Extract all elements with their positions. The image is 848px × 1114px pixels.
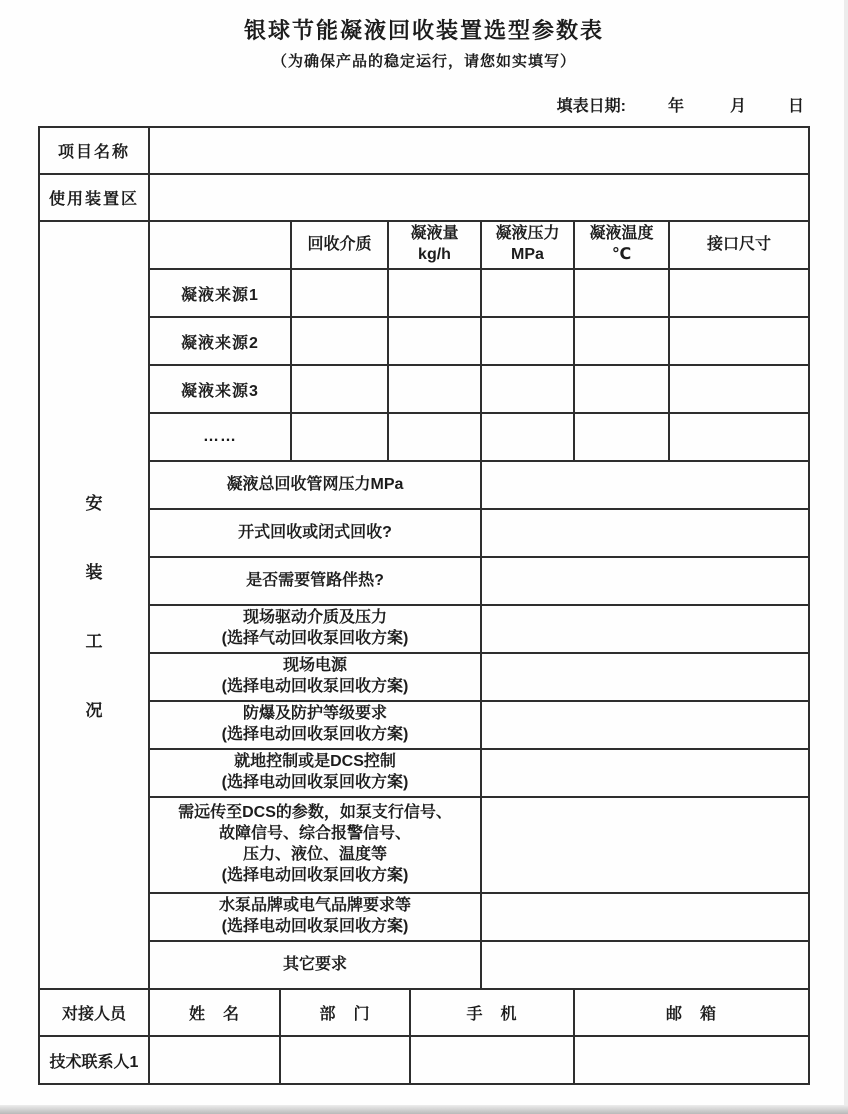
install-conditions-vertical-text: 安 装 工 况 — [85, 494, 103, 720]
answer-cell[interactable] — [481, 509, 809, 557]
input-cell[interactable] — [574, 365, 669, 413]
question-row-dcs-parameters — [39, 797, 809, 893]
question-label: 其它要求 — [149, 941, 481, 989]
input-cell[interactable] — [481, 317, 574, 365]
col-header-temperature: 凝液温度 ℃ — [574, 221, 669, 269]
source-row-label: 凝液来源2 — [149, 317, 291, 365]
input-cell[interactable] — [669, 365, 809, 413]
device-area-label: 使用装置区 — [39, 174, 149, 221]
question-label: 需远传至DCS的参数，如泵支行信号、 故障信号、综合报警信号、 压力、液位、温度等 (选择电动回收泵回收方案) — [149, 797, 481, 893]
project-name-value-cell[interactable] — [149, 127, 809, 174]
question-row-pipe-tracing — [39, 557, 809, 605]
contact-section-label: 对接人员 — [39, 989, 149, 1036]
answer-cell[interactable] — [481, 797, 809, 893]
input-cell[interactable] — [574, 269, 669, 317]
input-cell[interactable] — [291, 269, 388, 317]
source-header-spacer-cell — [149, 221, 291, 269]
source-row-label: 凝液来源3 — [149, 365, 291, 413]
input-cell[interactable] — [388, 365, 481, 413]
question-label: 现场驱动介质及压力 (选择气动回收泵回收方案) — [149, 605, 481, 653]
contact-email-cell[interactable] — [574, 1036, 809, 1084]
source-header-row — [39, 221, 809, 269]
question-label: 现场电源 (选择电动回收泵回收方案) — [149, 653, 481, 701]
source-row-label: …… — [149, 413, 291, 461]
source-row-3 — [39, 365, 809, 413]
contact-table — [38, 988, 810, 1085]
source-row-2 — [39, 317, 809, 365]
date-year-label: 年 — [667, 98, 684, 115]
question-row-local-or-dcs-control — [39, 749, 809, 797]
input-cell[interactable] — [388, 317, 481, 365]
date-month-label: 月 — [729, 98, 746, 115]
input-cell[interactable] — [574, 317, 669, 365]
contact-department-cell[interactable] — [280, 1036, 410, 1084]
input-cell[interactable] — [291, 413, 388, 461]
question-label: 是否需要管路伴热? — [149, 557, 481, 605]
question-label: 开式回收或闭式回收? — [149, 509, 481, 557]
fill-date-row — [38, 93, 808, 116]
question-label: 就地控制或是DCS控制 (选择电动回收泵回收方案) — [149, 749, 481, 797]
input-cell[interactable] — [291, 365, 388, 413]
tech-contact-label: 技术联系人1 — [39, 1036, 149, 1084]
question-label: 水泵品牌或电气品牌要求等 (选择电动回收泵回收方案) — [149, 893, 481, 941]
page-title: 银球节能凝液回收装置选型参数表 — [243, 18, 604, 43]
input-cell[interactable] — [481, 365, 574, 413]
col-header-pressure: 凝液压力 MPa — [481, 221, 574, 269]
contact-col-name: 姓 名 — [149, 989, 280, 1036]
device-area-value-cell[interactable] — [149, 174, 809, 221]
input-cell[interactable] — [669, 317, 809, 365]
tech-contact-row — [39, 1036, 809, 1084]
source-row-ellipsis — [39, 413, 809, 461]
col-header-medium: 回收介质 — [291, 221, 388, 269]
question-row-other-requirements — [39, 941, 809, 989]
fill-date-label: 填表日期: — [556, 98, 626, 115]
answer-cell[interactable] — [481, 941, 809, 989]
input-cell[interactable] — [291, 317, 388, 365]
question-row-explosion-proof — [39, 701, 809, 749]
contact-col-email: 邮 箱 — [574, 989, 809, 1036]
answer-cell[interactable] — [481, 893, 809, 941]
device-area-row — [39, 174, 809, 221]
contact-col-mobile: 手 机 — [410, 989, 574, 1036]
parameter-form-table — [38, 126, 810, 990]
contact-mobile-cell[interactable] — [410, 1036, 574, 1084]
answer-cell[interactable] — [481, 749, 809, 797]
input-cell[interactable] — [481, 413, 574, 461]
question-label: 防爆及防护等级要求 (选择电动回收泵回收方案) — [149, 701, 481, 749]
date-day-label: 日 — [787, 98, 804, 115]
input-cell[interactable] — [669, 413, 809, 461]
question-row-site-power — [39, 653, 809, 701]
question-label: 凝液总回收管网压力MPa — [149, 461, 481, 509]
source-row-label: 凝液来源1 — [149, 269, 291, 317]
question-row-network-pressure — [39, 461, 809, 509]
input-cell[interactable] — [388, 413, 481, 461]
scan-edge-right — [844, 0, 848, 1105]
scan-edge-bottom — [0, 1105, 848, 1114]
answer-cell[interactable] — [481, 461, 809, 509]
contact-col-department: 部 门 — [280, 989, 410, 1036]
source-row-1 — [39, 269, 809, 317]
input-cell[interactable] — [388, 269, 481, 317]
contact-header-row — [39, 989, 809, 1036]
question-row-open-closed-recovery — [39, 509, 809, 557]
answer-cell[interactable] — [481, 557, 809, 605]
answer-cell[interactable] — [481, 605, 809, 653]
answer-cell[interactable] — [481, 701, 809, 749]
input-cell[interactable] — [574, 413, 669, 461]
install-conditions-section-label — [39, 221, 149, 989]
question-row-brand-requirements — [39, 893, 809, 941]
input-cell[interactable] — [669, 269, 809, 317]
col-header-flow: 凝液量 kg/h — [388, 221, 481, 269]
page-subtitle: （为确保产品的稳定运行，请您如实填写） — [271, 53, 576, 70]
project-name-row — [39, 127, 809, 174]
contact-name-cell[interactable] — [149, 1036, 280, 1084]
question-row-drive-medium — [39, 605, 809, 653]
project-name-label: 项目名称 — [39, 127, 149, 174]
answer-cell[interactable] — [481, 653, 809, 701]
input-cell[interactable] — [481, 269, 574, 317]
col-header-interface-size: 接口尺寸 — [669, 221, 809, 269]
